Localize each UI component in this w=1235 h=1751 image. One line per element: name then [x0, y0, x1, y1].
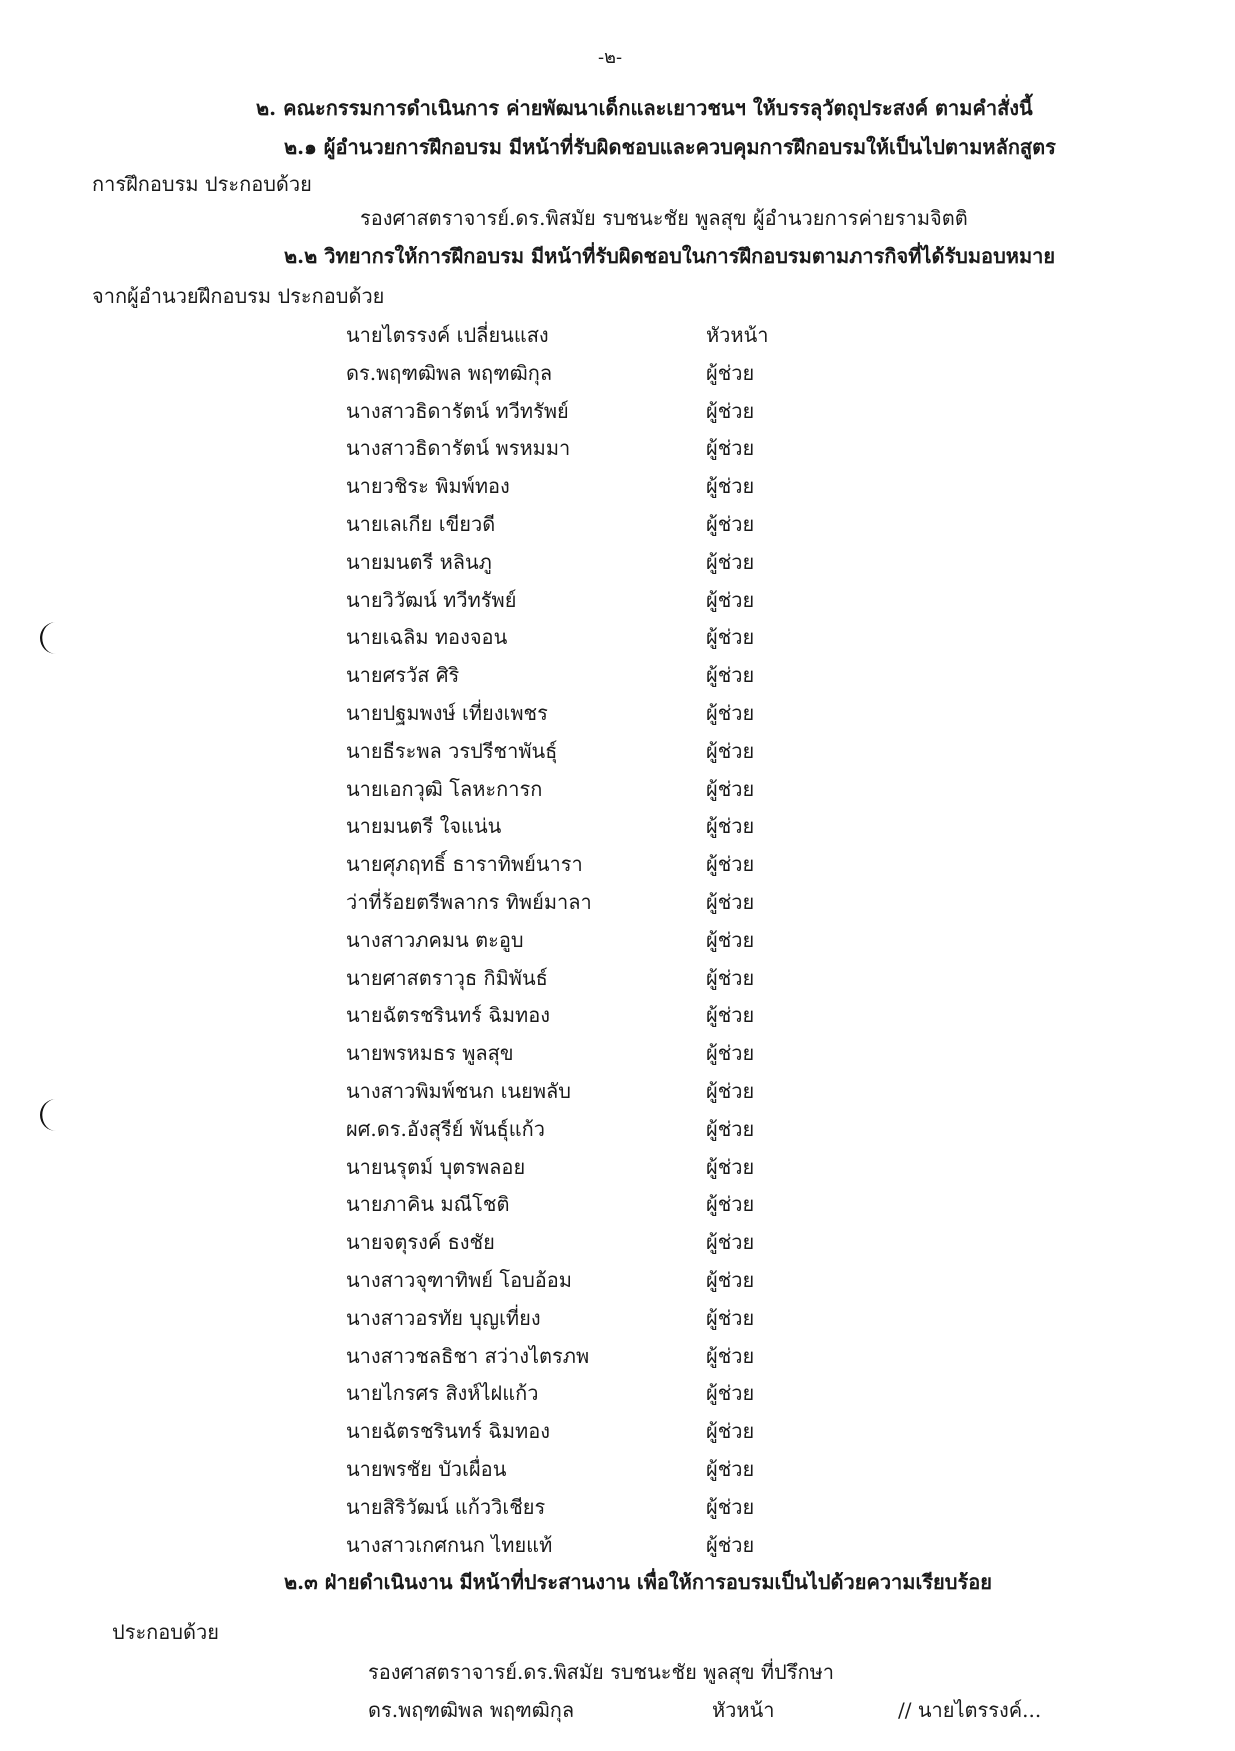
- trainer-name: นางสาวธิดารัตน์ พรหมมา: [346, 436, 571, 461]
- trainer-row: [0, 809, 1235, 843]
- trainer-name: นายศุภฤทธิ์ ธาราทิพย์นารา: [346, 852, 583, 877]
- trainer-role: ผู้ช่วย: [706, 1079, 755, 1103]
- trainer-role: ผู้ช่วย: [706, 776, 755, 801]
- section-2-1-line2: การฝึกอบรม ประกอบด้วย: [92, 172, 312, 196]
- trainer-row: [0, 847, 1235, 881]
- trainer-name: นายสิริวัฒน์ แก้ววิเชียร: [346, 1494, 546, 1519]
- trainer-row: [0, 923, 1235, 957]
- trainer-name: นายศาสตราวุธ กิมิพันธ์: [346, 965, 548, 990]
- trainer-name: นางสาวชลธิชา สว่างไตรภพ: [346, 1343, 590, 1368]
- page-number: -๒-: [598, 47, 623, 68]
- trainer-row: [0, 1414, 1235, 1448]
- continuation-note: // นายไตรรงค์...: [898, 1698, 1042, 1722]
- trainer-row: [0, 658, 1235, 692]
- trainer-name: นายปฐมพงษ์ เที่ยงเพชร: [346, 701, 548, 725]
- punch-hole-mark-icon: [30, 1095, 64, 1135]
- trainer-role: ผู้ช่วย: [706, 1343, 755, 1368]
- trainer-role: ผู้ช่วย: [706, 512, 755, 536]
- trainer-name: นางสาวภคมน ตะอูบ: [346, 927, 524, 952]
- trainer-row: [0, 507, 1235, 541]
- trainer-name: นางสาวจุฑาทิพย์ โอบอ้อม: [346, 1268, 572, 1292]
- trainer-name: นายมนตรี ใจแน่น: [346, 814, 502, 839]
- trainer-name: นายพรหมธร พูลสุข: [346, 1041, 514, 1066]
- trainer-name: นายวิวัฒน์ ทวีทรัพย์: [346, 587, 517, 612]
- trainer-role: ผู้ช่วย: [706, 587, 755, 612]
- trainer-row: [0, 961, 1235, 995]
- punch-hole-mark-icon: [30, 618, 64, 658]
- trainer-row: [0, 734, 1235, 768]
- section-2-2-line1: ๒.๒ วิทยากรให้การฝึกอบรม มีหน้าที่รับผิดชอบในการฝึกอบรมตามภารกิจที่ได้รับมอบหมาย: [284, 244, 1056, 268]
- trainer-row: [0, 1528, 1235, 1562]
- trainer-name: นางสาวพิมพ์ชนก เนยพลับ: [346, 1079, 571, 1103]
- trainer-row: [0, 545, 1235, 579]
- section-2-3-line1: ๒.๓ ฝ่ายดำเนินงาน มีหน้าที่ประสานงาน เพื่อให้การอบรมเป็นไปด้วยความเรียบร้อย: [284, 1570, 992, 1594]
- trainer-role: ผู้ช่วย: [706, 1116, 755, 1141]
- trainer-name: นางสาวเกศกนก ไทยแท้: [346, 1532, 553, 1557]
- trainer-row: [0, 1036, 1235, 1070]
- trainer-role: ผู้ช่วย: [706, 625, 755, 650]
- trainer-name: นายนรุตม์ บุตรพลอย: [346, 1154, 526, 1179]
- trainer-row: [0, 998, 1235, 1032]
- trainer-row: [0, 1187, 1235, 1221]
- trainer-name: นายจตุรงค์ ธงชัย: [346, 1230, 495, 1255]
- trainer-name: นายวชิระ พิมพ์ทอง: [346, 474, 510, 499]
- trainer-role: ผู้ช่วย: [706, 1192, 755, 1217]
- trainer-row: [0, 356, 1235, 390]
- trainer-name: นายพรชัย บัวเผื่อน: [346, 1457, 507, 1481]
- trainer-row: [0, 1263, 1235, 1297]
- section-2-3-line2: ประกอบด้วย: [112, 1620, 219, 1644]
- trainer-name: นายศรวัส ศิริ: [346, 663, 460, 688]
- trainer-role: ผู้ช่วย: [706, 1419, 755, 1444]
- trainer-name: ดร.พฤฑฒิพล พฤฑฒิกุล: [346, 360, 553, 385]
- section-2-2-line2: จากผู้อำนวยฝึกอบรม ประกอบด้วย: [92, 284, 385, 308]
- trainer-role: ผู้ช่วย: [706, 965, 755, 990]
- trainer-row: [0, 1376, 1235, 1410]
- trainer-row: [0, 1301, 1235, 1335]
- trainer-role: ผู้ช่วย: [706, 1457, 755, 1481]
- operations-head-role: หัวหน้า: [712, 1698, 775, 1722]
- section-2-heading: ๒. คณะกรรมการดำเนินการ ค่ายพัฒนาเด็กและเยาวชนฯ ให้บรรลุวัตถุประสงค์ ตามคำสั่งนี้: [256, 96, 1033, 120]
- operations-advisor: รองศาสตราจารย์.ดร.พิสมัย รบชนะชัย พูลสุข ที่ปรึกษา: [368, 1660, 835, 1684]
- trainer-role: ผู้ช่วย: [706, 1154, 755, 1179]
- trainer-role: ผู้ช่วย: [706, 814, 755, 839]
- trainer-name: ผศ.ดร.อังสุรีย์ พันธุ์แก้ว: [346, 1116, 545, 1141]
- trainer-name: นายไตรรงค์ เปลี่ยนแสง: [346, 323, 549, 347]
- trainer-role: ผู้ช่วย: [706, 398, 755, 423]
- trainer-row: [0, 696, 1235, 730]
- trainer-row: [0, 620, 1235, 654]
- trainer-name: นายเลเกีย เขียวดี: [346, 512, 496, 536]
- trainer-row: [0, 1225, 1235, 1259]
- trainer-role: ผู้ช่วย: [706, 701, 755, 725]
- trainer-role: ผู้ช่วย: [706, 1041, 755, 1066]
- trainer-role: ผู้ช่วย: [706, 852, 755, 877]
- trainer-role: ผู้ช่วย: [706, 663, 755, 688]
- trainer-role: ผู้ช่วย: [706, 738, 755, 763]
- trainer-row: [0, 772, 1235, 806]
- trainer-row: [0, 1112, 1235, 1146]
- trainer-role: หัวหน้า: [706, 323, 769, 347]
- trainer-name: นายไกรศร สิงห์ไฝแก้ว: [346, 1381, 539, 1406]
- trainer-role: ผู้ช่วย: [706, 436, 755, 461]
- trainer-role: ผู้ช่วย: [706, 474, 755, 499]
- trainer-row: [0, 318, 1235, 352]
- trainer-role: ผู้ช่วย: [706, 1003, 755, 1028]
- trainer-row: [0, 469, 1235, 503]
- trainer-role: ผู้ช่วย: [706, 1230, 755, 1255]
- section-2-1-line1: ๒.๑ ผู้อำนวยการฝึกอบรม มีหน้าที่รับผิดชอบและควบคุมการฝึกอบรมให้เป็นไปตามหลักสูตร: [284, 135, 1056, 159]
- trainer-row: [0, 1074, 1235, 1108]
- trainer-role: ผู้ช่วย: [706, 927, 755, 952]
- operations-head-name: ดร.พฤฑฒิพล พฤฑฒิกุล: [368, 1698, 575, 1722]
- trainer-row: [0, 431, 1235, 465]
- trainer-row: [0, 1452, 1235, 1486]
- trainer-row: [0, 394, 1235, 428]
- section-2-1-director: รองศาสตราจารย์.ดร.พิสมัย รบชนะชัย พูลสุข ผู้อำนวยการค่ายรามจิตติ: [360, 206, 968, 230]
- trainer-name: นายเฉลิม ทองจอน: [346, 625, 508, 650]
- trainer-name: ว่าที่ร้อยตรีพลากร ทิพย์มาลา: [346, 890, 592, 914]
- trainer-row: [0, 885, 1235, 919]
- trainer-name: นายมนตรี หลินภู: [346, 549, 492, 574]
- trainer-role: ผู้ช่วย: [706, 1532, 755, 1557]
- trainer-row: [0, 1150, 1235, 1184]
- trainer-row: [0, 1339, 1235, 1373]
- trainer-name: นายธีระพล วรปรีชาพันธุ์: [346, 738, 558, 763]
- trainer-role: ผู้ช่วย: [706, 360, 755, 385]
- trainer-name: นางสาวอรทัย บุญเที่ยง: [346, 1305, 541, 1330]
- trainer-role: ผู้ช่วย: [706, 1268, 755, 1292]
- trainer-row: [0, 1490, 1235, 1524]
- trainer-name: นางสาวธิดารัตน์ ทวีทรัพย์: [346, 398, 569, 423]
- trainer-name: นายเอกวุฒิ โลหะการก: [346, 776, 543, 801]
- trainer-name: นายภาคิน มณีโชติ: [346, 1192, 510, 1217]
- trainer-row: [0, 583, 1235, 617]
- trainer-role: ผู้ช่วย: [706, 549, 755, 574]
- trainer-name: นายฉัตรชรินทร์ ฉิมทอง: [346, 1003, 551, 1028]
- trainer-role: ผู้ช่วย: [706, 1494, 755, 1519]
- trainer-role: ผู้ช่วย: [706, 1381, 755, 1406]
- trainer-role: ผู้ช่วย: [706, 890, 755, 914]
- trainer-role: ผู้ช่วย: [706, 1305, 755, 1330]
- trainer-name: นายฉัตรชรินทร์ ฉิมทอง: [346, 1419, 551, 1444]
